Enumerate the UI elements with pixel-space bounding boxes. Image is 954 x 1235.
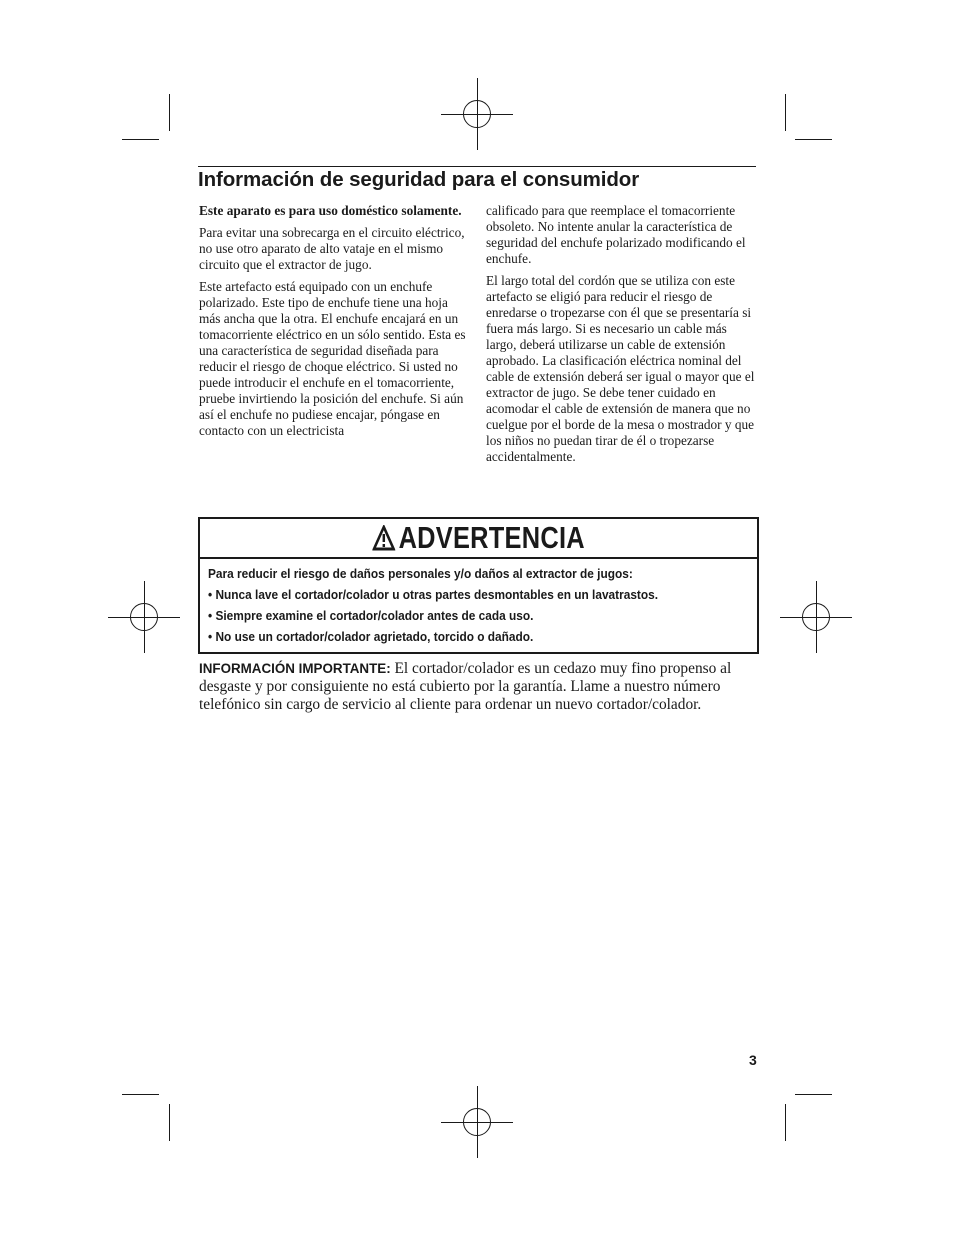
paragraph: El largo total del cordón que se utiliza con este artefacto se eligió para reducir el riesgo de enredarse o tropezarse con él que se presentaría si fuera más largo. Si es necesario un cable más largo, deberá utilizarse un cable de extensión aprobado. La clasificación eléctrica nominal del cable de extensión deberá ser igual o mayor que el extractor de jugo. Se debe tener cuidado en acomodar el cable de extensión de manera que no cuelgue por el borde de la mesa o mostrador y que los niños no puedan tirar de él o tropezarse accidentalmente. [486, 273, 755, 464]
warning-intro: Para reducir el riesgo de daños personales y/o daños al extractor de jugos: [208, 566, 633, 581]
paragraph: Este artefacto está equipado con un enchufe polarizado. Este tipo de enchufe tiene una hoja más ancha que la otra. El enchufe encajará en un tomacorriente eléctrico en un sólo sentido. Esta es una característica de seguridad diseñada para reducir el riesgo de choque eléctrico. Si usted no puede introducir el enchufe en el tomacorriente, pruebe invirtiendo la posición del enchufe. Si aún así el enchufe no pudiese encajar, póngase en contacto con un electricista [199, 279, 466, 438]
warning-header [200, 519, 757, 559]
crop-mark [795, 1094, 832, 1095]
warning-title-text: ADVERTENCIA [398, 520, 585, 555]
registration-mark-icon [130, 603, 158, 631]
warning-box [198, 517, 759, 654]
warning-triangle-icon [372, 525, 395, 551]
registration-mark-icon [802, 603, 830, 631]
crop-mark [785, 1104, 786, 1141]
important-label: INFORMACIÓN IMPORTANTE: [199, 661, 391, 676]
registration-mark-icon [463, 1108, 491, 1136]
paragraph: Para evitar una sobrecarga en el circuito eléctrico, no use otro aparato de alto vataje en el mismo circuito que el extractor de jugo. [199, 225, 465, 272]
crop-mark [122, 1094, 159, 1095]
warning-item: • No use un cortador/colador agrietado, torcido o dañado. [208, 629, 534, 644]
crop-mark [795, 139, 832, 140]
crop-mark [122, 139, 159, 140]
important-info [199, 660, 759, 714]
warning-title [372, 520, 585, 556]
left-column [199, 203, 467, 445]
crop-mark [169, 1104, 170, 1141]
warning-body [200, 559, 757, 647]
important-text: El cortador/colador es un cedazo muy fino propenso al desgaste y por consiguiente no está cubierto por la garantía. Llame a nuestro número telefónico sin cargo de servicio al cliente para ordenar un nuevo cortador/colador. [199, 660, 732, 713]
crop-mark [169, 94, 170, 131]
page-title: Información de seguridad para el consumidor [198, 168, 640, 191]
warning-item: • Siempre examine el cortador/colador antes de cada uso. [208, 608, 534, 623]
intro-bold: Este aparato es para uso doméstico solamente. [199, 203, 462, 218]
crop-mark [785, 94, 786, 131]
title-rule [198, 166, 756, 167]
page-number: 3 [749, 1052, 757, 1068]
warning-item: • Nunca lave el cortador/colador u otras partes desmontables en un lavatrastos. [208, 587, 659, 602]
registration-mark-icon [463, 100, 491, 128]
paragraph: calificado para que reemplace el tomacorriente obsoleto. No intente anular la característica de seguridad del enchufe polarizado modificando el enchufe. [486, 203, 746, 266]
right-column [486, 203, 758, 471]
